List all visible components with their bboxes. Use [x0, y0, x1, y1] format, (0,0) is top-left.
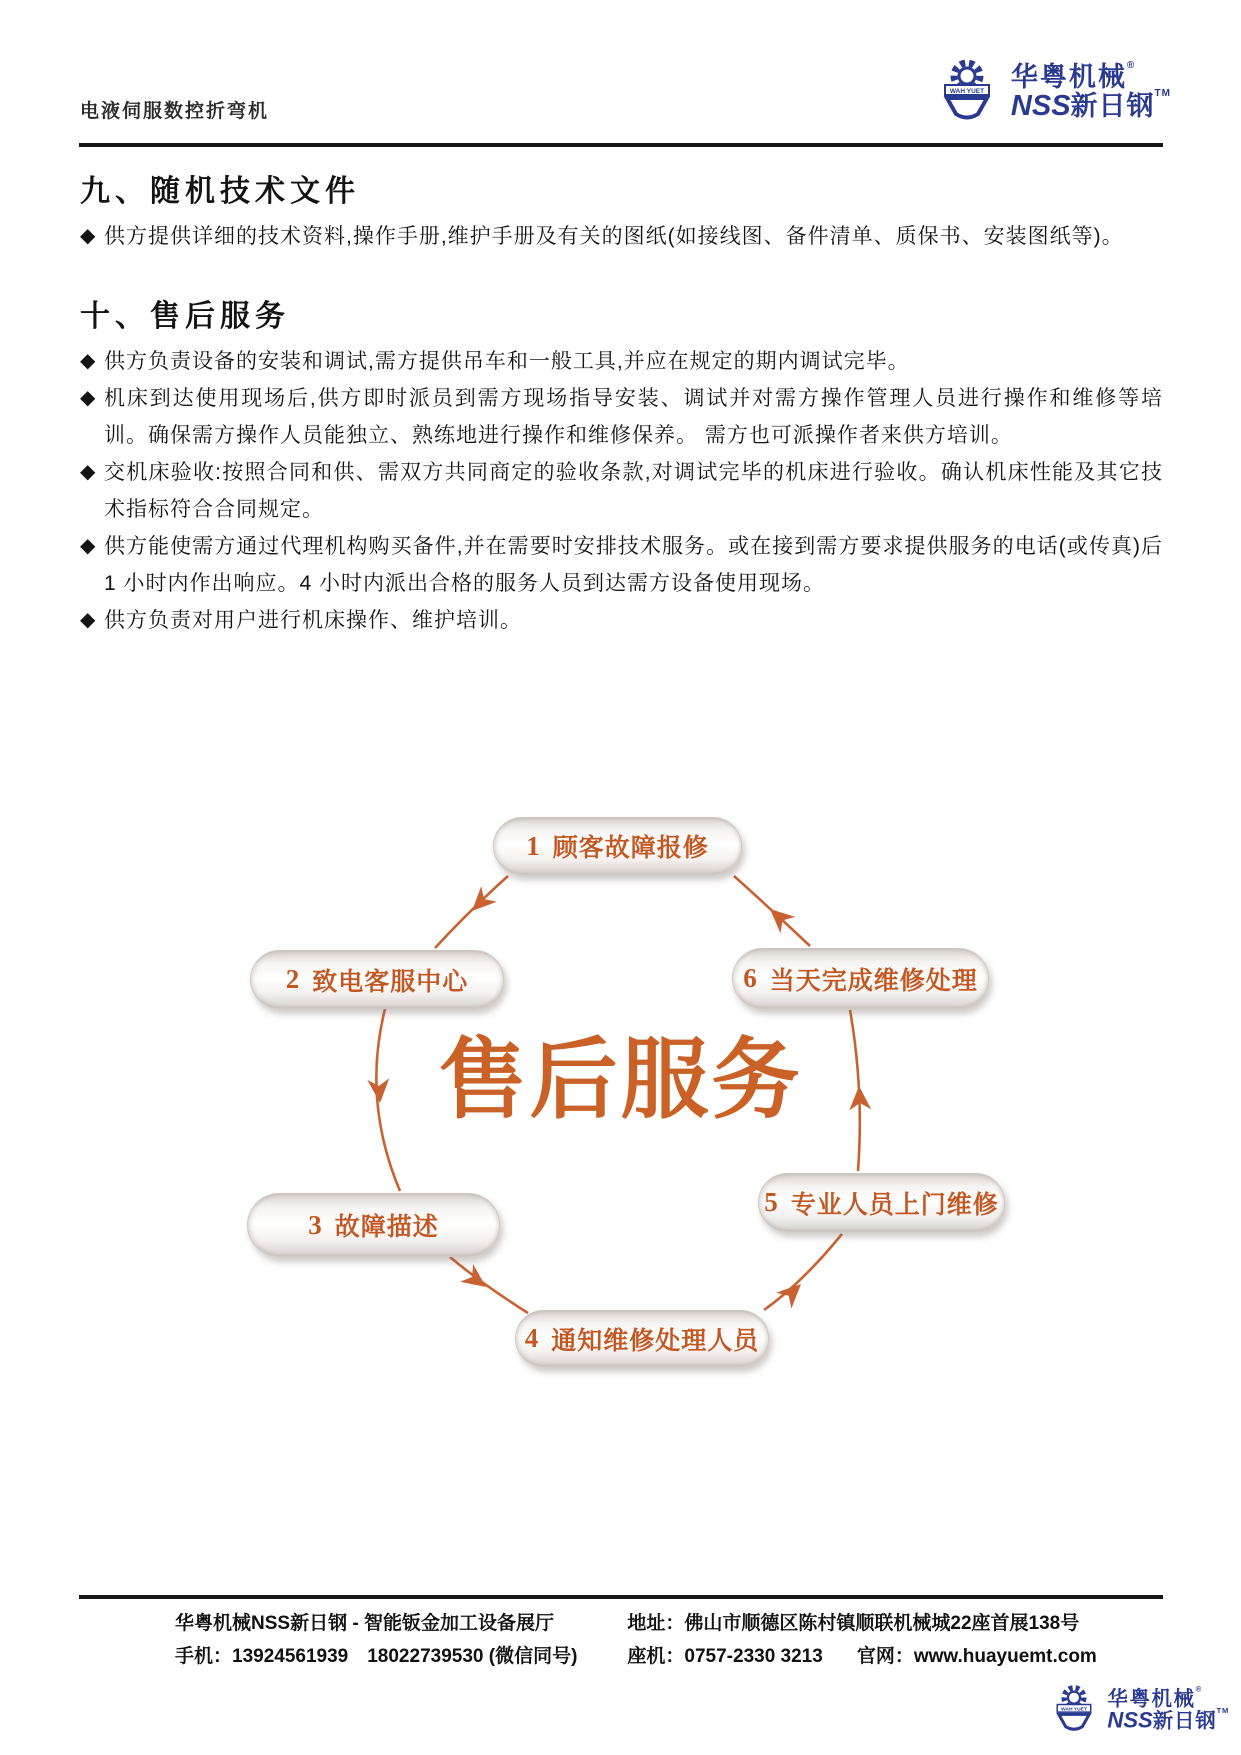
gear-badge-text: WAH YUET [1060, 1707, 1087, 1713]
doc-title: 电液伺服数控折弯机 [80, 101, 270, 122]
brand-name-nss [1107, 1706, 1229, 1733]
section-9-title: 九、随机技术文件 [80, 175, 360, 208]
bullet-text: 供方能使需方通过代理机构购买备件,并在需要时安排技术服务。或在接到需方要求提供服务的电话(或传真)后 1 小时内作出响应。4 小时内派出合格的服务人员到达需方设备使用现场。 [104, 535, 1163, 595]
bullet-text: 机床到达使用现场后,供方即时派员到需方现场指导安装、调试并对需方操作管理人员进行操作和维修等培训。确保需方操作人员能独立、熟练地进行操作和维修保养。 需方也可派操作者来供方培训。 [104, 387, 1163, 447]
nss-text: NSS [1107, 1708, 1153, 1733]
bullet-item [80, 343, 1163, 380]
brand-logo-top [930, 58, 1171, 126]
flow-node-number: 4 [524, 1323, 540, 1353]
bullet-item [80, 454, 1163, 528]
footer-landline: 座机：0757-2330 3213 [627, 1646, 823, 1667]
wah-yuet-gear-icon [1046, 1684, 1102, 1736]
footer [80, 1607, 1163, 1673]
bullet-text: 供方负责对用户进行机床操作、维护培训。 [104, 609, 522, 632]
brand-name-cn [1010, 59, 1137, 92]
brand-logo-bottom [1046, 1684, 1229, 1736]
section-10-title: 十、售后服务 [80, 300, 290, 333]
section-9-bullets [80, 218, 1163, 255]
flow-node-number: 1 [526, 830, 541, 861]
sub-brand-text: 新日钢 [1152, 1709, 1217, 1732]
flow-node-6 [732, 948, 989, 1009]
flow-node-number: 5 [764, 1187, 779, 1217]
brand-text [1107, 1685, 1229, 1733]
header-rule [79, 143, 1163, 147]
brand-text [1010, 59, 1171, 122]
service-flow-diagram [0, 760, 1241, 1410]
arrowhead-2-3 [367, 1078, 391, 1103]
gear-badge-text: WAH YUET [949, 88, 985, 95]
diamond-bullet-icon: ◆ [80, 535, 97, 557]
diamond-bullet-icon: ◆ [80, 461, 97, 483]
brand-name-nss [1010, 87, 1171, 122]
flow-node-5 [758, 1173, 1005, 1232]
brand-name-cn [1107, 1685, 1203, 1710]
flow-node-label: 致电客服中心 [312, 968, 469, 996]
diamond-bullet-icon: ◆ [80, 350, 97, 372]
footer-showroom: 华粤机械NSS新日钢 - 智能钣金加工设备展厅 [175, 1613, 554, 1634]
flow-node-label: 当天完成维修处理 [769, 967, 978, 995]
bullet-item [80, 218, 1163, 255]
section-10-bullets [80, 343, 1163, 639]
brand-cn-text: 华粤机械 [1010, 61, 1127, 92]
bullet-item [80, 528, 1163, 602]
diamond-bullet-icon: ◆ [80, 387, 97, 409]
flow-node-1 [493, 817, 742, 875]
bullet-text: 供方负责设备的安装和调试,需方提供吊车和一般工具,并应在规定的期内调试完毕。 [104, 350, 910, 373]
flow-node-2 [250, 950, 504, 1009]
flow-node-label: 顾客故障报修 [552, 835, 709, 862]
bullet-text: 交机床验收:按照合同和供、需双方共同商定的验收条款,对调试完毕的机床进行验收。确认机床性能及其它技术指标符合合同规定。 [104, 461, 1163, 521]
diamond-bullet-icon: ◆ [80, 225, 97, 247]
footer-website: 官网：www.huayuemt.com [856, 1646, 1097, 1667]
flow-node-label: 专业人员上门维修 [790, 1191, 999, 1219]
bullet-item [80, 380, 1163, 454]
trademark-mark: TM [1154, 87, 1171, 99]
flow-node-4 [515, 1310, 769, 1367]
registered-mark: ® [1126, 59, 1137, 71]
diamond-bullet-icon: ◆ [80, 609, 97, 631]
nss-text: NSS [1010, 89, 1071, 122]
bullet-text: 供方提供详细的技术资料,操作手册,维护手册及有关的图纸(如接线图、备件清单、质保书、安装图纸等)。 [104, 225, 1124, 248]
bullet-item [80, 602, 1163, 639]
registered-mark: ® [1195, 1685, 1203, 1694]
content-area [80, 160, 1163, 639]
flow-node-3 [247, 1193, 500, 1257]
sub-brand-text: 新日钢 [1070, 90, 1155, 121]
wah-yuet-gear-icon [930, 58, 1004, 126]
flow-node-label: 通知维修处理人员 [551, 1327, 760, 1355]
diagram-center-title: 售后服务 [438, 1033, 803, 1130]
brand-cn-text: 华粤机械 [1107, 1686, 1196, 1710]
footer-mobile: 手机：13924561939 18022739530 (微信同号) [175, 1646, 578, 1667]
footer-rule [79, 1595, 1163, 1599]
footer-right-column [627, 1607, 1096, 1673]
flow-node-number: 3 [308, 1209, 323, 1240]
arrowhead-4-5 [776, 1276, 809, 1308]
flow-node-number: 6 [743, 963, 758, 993]
flow-node-label: 故障描述 [334, 1214, 439, 1241]
flow-node-number: 2 [285, 964, 301, 994]
footer-address: 地址：佛山市顺德区陈村镇顺联机械城22座首展138号 [627, 1613, 1080, 1634]
footer-landline-web [627, 1640, 1096, 1673]
footer-left-column [175, 1607, 577, 1673]
trademark-mark: TM [1216, 1706, 1229, 1716]
